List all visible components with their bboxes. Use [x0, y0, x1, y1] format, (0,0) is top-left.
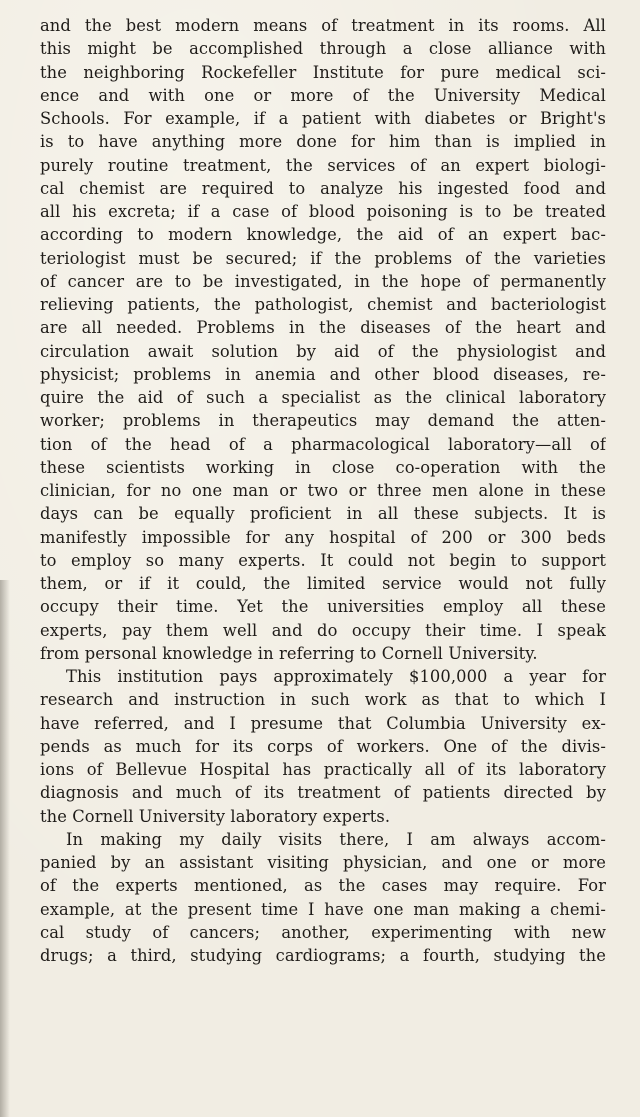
text-line: occupy their time. Yet the universities employ all these [40, 597, 606, 617]
text-line: according to modern knowledge, the aid of an expert bac- [40, 225, 606, 245]
text-line: worker; problems in therapeutics may demand the atten- [40, 411, 606, 431]
text-line: In making my daily visits there, I am always accom- [66, 829, 606, 849]
text-line: to employ so many experts. It could not begin to support [40, 550, 606, 570]
text-line: circulation await solution by aid of the physiologist and [40, 341, 606, 361]
page-edge-shadow [0, 580, 10, 1117]
paragraph-2 [40, 665, 606, 828]
text-line: cal chemist are required to analyze his ingested food and [40, 178, 606, 198]
text-line: them, or if it could, the limited service would not fully [40, 574, 606, 593]
text-line: physicist; problems in anemia and other blood diseases, re- [40, 364, 606, 384]
text-line: all his excreta; if a case of blood poisoning is to be treated [40, 202, 606, 221]
text-line: panied by an assistant visiting physician, and one or more [40, 853, 606, 872]
text-line: is to have anything more done for him than is implied in [40, 132, 606, 152]
text-line: of the experts mentioned, as the cases may require. For [40, 876, 606, 896]
text-line: are all needed. Problems in the diseases of the heart and [40, 318, 606, 338]
text-line: this might be accomplished through a close alliance with [40, 39, 606, 59]
text-line: ions of Bellevue Hospital has practically all of its laboratory [40, 760, 606, 779]
text-line: teriologist must be secured; if the problems of the varieties [40, 248, 606, 268]
text-line: drugs; a third, studying cardiograms; a fourth, studying the [40, 946, 606, 965]
text-line: tion of the head of a pharmacological laboratory—all of [40, 434, 606, 454]
text-line: have referred, and I presume that Columbia University ex- [40, 713, 606, 733]
text-line: research and instruction in such work as that to which I [40, 690, 606, 710]
text-line: purely routine treatment, the services of an expert biologi- [40, 155, 606, 175]
text-line: from personal knowledge in referring to Cornell University. [40, 643, 538, 663]
paragraph-1 [40, 14, 606, 665]
text-line: Schools. For example, if a patient with diabetes or Bright's [40, 109, 606, 128]
text-line: these scientists working in close co-operation with the [40, 457, 606, 477]
text-line: cal study of cancers; another, experimenting with new [40, 922, 606, 942]
text-line: of cancer are to be investigated, in the hope of permanently [40, 271, 606, 291]
text-line: relieving patients, the pathologist, chemist and bacteriologist [40, 295, 606, 314]
text-line: and the best modern means of treatment in its rooms. All [40, 16, 606, 35]
text-line: clinician, for no one man or two or three men alone in these [40, 481, 606, 500]
text-line: pends as much for its corps of workers. One of the divis- [40, 736, 606, 756]
text-line: quire the aid of such a specialist as the clinical laboratory [40, 388, 606, 407]
text-line: experts, pay them well and do occupy their time. I speak [40, 620, 606, 640]
paragraph-3 [40, 828, 606, 968]
text-line: the Cornell University laboratory experts. [40, 806, 391, 826]
text-line: the neighboring Rockefeller Institute for pure medical sci- [40, 62, 606, 82]
text-line: ence and with one or more of the University Medical [40, 85, 606, 105]
text-line: days can be equally proficient in all these subjects. It is [40, 504, 606, 524]
text-line: manifestly impossible for any hospital of 200 or 300 beds [40, 527, 606, 547]
text-line: example, at the present time I have one man making a chemi- [40, 899, 606, 919]
body-text [40, 14, 606, 967]
text-line: This institution pays approximately $100,000 a year for [66, 667, 606, 686]
text-line: diagnosis and much of its treatment of patients directed by [40, 783, 606, 803]
